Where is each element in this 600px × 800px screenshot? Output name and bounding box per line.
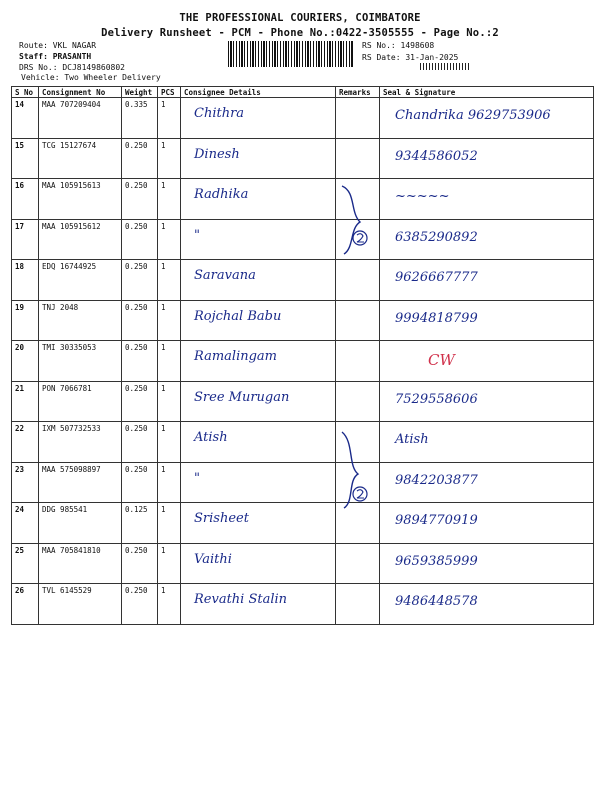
row-consignment-cell (39, 260, 122, 301)
row-consignee: Radhika (194, 187, 249, 202)
row-pcs: 1 (161, 140, 166, 150)
col-remarks: Remarks (336, 87, 380, 98)
row-seal-cell (380, 422, 594, 463)
row-weight: 0.250 (125, 302, 148, 312)
row-weight: 0.125 (125, 505, 148, 514)
row-weight: 0.250 (125, 424, 148, 433)
row-seal-cell (380, 543, 594, 584)
row-pcs-cell (158, 179, 181, 220)
table-row (12, 462, 594, 503)
row-consignee: Chithra (194, 106, 245, 121)
row-consignment-cell (39, 300, 122, 341)
row-pcs-cell (158, 98, 181, 139)
row-remarks-cell (336, 341, 380, 382)
row-pcs-cell (158, 543, 181, 584)
row-consignment: MAA 575098897 (42, 464, 101, 474)
row-consignee-cell (181, 381, 336, 422)
row-remarks-cell (336, 260, 380, 301)
row-seal-cell (380, 179, 594, 220)
row-seal: 9626667777 (395, 270, 478, 285)
col-consignment: Consignment No (39, 87, 122, 98)
row-consignment-cell (39, 422, 122, 463)
row-weight-cell (122, 462, 158, 503)
row-consignment: MAA 105915612 (42, 221, 101, 231)
row-sno-cell (12, 219, 39, 260)
row-pcs: 1 (161, 100, 166, 109)
row-weight-cell (122, 98, 158, 139)
row-seal: 9659385999 (395, 553, 478, 569)
runsheet-subtitle: Delivery Runsheet - PCM - Phone No.:0422-3505555 - Page No.:2 (101, 27, 499, 39)
row-sno: 19 (15, 302, 25, 312)
row-consignment: TCG 15127674 (42, 140, 97, 150)
row-seal: Atish (395, 432, 429, 447)
row-consignment: TVL 6145529 (42, 586, 92, 595)
row-seal: 9486448578 (395, 594, 478, 609)
row-remarks-cell (336, 98, 380, 139)
row-seal-cell (380, 260, 594, 301)
row-consignee-cell (181, 98, 336, 139)
row-consignee: Ramalingam (194, 349, 278, 364)
row-consignee-cell (181, 219, 336, 260)
row-consignment: MAA 705841810 (42, 545, 101, 555)
row-pcs: 1 (161, 464, 166, 474)
row-pcs: 1 (161, 181, 166, 190)
remarks-brace-22-23 (338, 428, 372, 510)
row-consignee: " (194, 470, 200, 486)
row-weight-cell (122, 179, 158, 220)
row-consignment: MAA 707209404 (42, 100, 101, 109)
row-sno: 20 (15, 343, 25, 352)
row-sno-cell (12, 422, 39, 463)
row-consignment: DDG 985541 (42, 505, 88, 514)
table-row (12, 341, 594, 382)
col-sno: S No (12, 87, 39, 98)
row-consignee: Saravana (194, 268, 256, 283)
row-sno-cell (12, 138, 39, 179)
table-row (12, 138, 594, 179)
table-row (12, 381, 594, 422)
col-pcs: PCS (158, 87, 181, 98)
row-consignee-cell (181, 584, 336, 625)
row-sno-cell (12, 341, 39, 382)
row-consignee-cell (181, 260, 336, 301)
col-details: Consignee Details (181, 87, 336, 98)
row-seal: 7529558606 (395, 391, 478, 407)
row-consignee: Rojchal Babu (194, 308, 282, 324)
row-sno: 24 (15, 505, 25, 514)
row-remarks-cell (336, 381, 380, 422)
route-label: Route: VKL NAGAR (19, 41, 97, 50)
row-consignee: Dinesh (194, 146, 240, 162)
row-weight: 0.250 (125, 586, 148, 595)
row-weight: 0.250 (125, 383, 148, 393)
row-sno: 14 (15, 100, 25, 109)
row-pcs: 1 (161, 383, 166, 393)
row-consignment: TNJ 2048 (42, 302, 79, 312)
row-pcs-cell (158, 341, 181, 382)
row-seal-cell (380, 138, 594, 179)
row-seal-cell (380, 341, 594, 382)
row-weight: 0.250 (125, 343, 148, 352)
row-sno: 15 (15, 140, 25, 150)
row-pcs-cell (158, 260, 181, 301)
col-seal: Seal & Signature (380, 87, 594, 98)
small-barcode-graphic (420, 63, 470, 70)
table-row (12, 503, 594, 544)
table-row (12, 260, 594, 301)
row-consignment-cell (39, 584, 122, 625)
row-consignment-cell (39, 219, 122, 260)
row-seal: 9842203877 (395, 472, 478, 488)
row-remarks-cell (336, 138, 380, 179)
row-consignment-cell (39, 138, 122, 179)
row-consignee: Sree Murugan (194, 389, 290, 405)
row-sno-cell (12, 179, 39, 220)
row-pcs: 1 (161, 545, 166, 555)
row-sno: 18 (15, 262, 25, 271)
row-consignee: Vaithi (194, 551, 232, 567)
row-sno: 16 (15, 181, 25, 190)
table-row (12, 98, 594, 139)
row-pcs-cell (158, 138, 181, 179)
runsheet-table (11, 86, 594, 625)
row-weight-cell (122, 422, 158, 463)
row-weight-cell (122, 341, 158, 382)
row-pcs-cell (158, 584, 181, 625)
row-weight-cell (122, 300, 158, 341)
table-row (12, 179, 594, 220)
col-weight: Weight (122, 87, 158, 98)
row-seal-cell (380, 462, 594, 503)
row-consignee: " (194, 227, 200, 243)
row-seal: 9894770919 (395, 513, 478, 528)
row-remarks-cell (336, 584, 380, 625)
row-consignee-cell (181, 300, 336, 341)
row-weight-cell (122, 138, 158, 179)
row-seal-cell (380, 219, 594, 260)
row-seal-cell (380, 300, 594, 341)
row-sno-cell (12, 503, 39, 544)
row-sno-cell (12, 584, 39, 625)
row-consignment: IXM 507732533 (42, 424, 101, 433)
row-consignee-cell (181, 543, 336, 584)
row-seal: 9994818799 (395, 310, 478, 326)
row-pcs-cell (158, 422, 181, 463)
company-title: THE PROFESSIONAL COURIERS, COIMBATORE (179, 12, 421, 24)
row-seal: 6385290892 (395, 229, 478, 245)
row-sno: 21 (15, 383, 25, 393)
table-row (12, 584, 594, 625)
row-sno-cell (12, 300, 39, 341)
row-pcs: 1 (161, 262, 166, 271)
row-consignment-cell (39, 381, 122, 422)
row-sno: 23 (15, 464, 25, 474)
drs-number: DRS No.: DCJ8149860802 (19, 63, 125, 72)
row-pcs-cell (158, 300, 181, 341)
row-sno-cell (12, 462, 39, 503)
row-consignment: PON 7066781 (42, 383, 92, 393)
row-pcs: 1 (161, 586, 166, 595)
row-pcs-cell (158, 503, 181, 544)
row-weight: 0.250 (125, 140, 148, 150)
row-consignee: Srisheet (194, 511, 249, 526)
row-pcs: 1 (161, 302, 166, 312)
row-weight-cell (122, 584, 158, 625)
row-seal: ~~~~~ (395, 189, 450, 204)
row-pcs: 1 (161, 505, 166, 514)
row-sno: 17 (15, 221, 25, 231)
row-consignee: Revathi Stalin (194, 592, 288, 607)
row-weight-cell (122, 381, 158, 422)
row-sno: 26 (15, 586, 25, 595)
row-pcs-cell (158, 381, 181, 422)
vehicle-label: Vehicle: Two Wheeler Delivery (21, 73, 161, 82)
row-weight: 0.250 (125, 262, 148, 271)
row-consignee-cell (181, 462, 336, 503)
row-consignee-cell (181, 179, 336, 220)
row-consignment-cell (39, 98, 122, 139)
row-seal: 9344586052 (395, 148, 478, 164)
row-remarks-cell (336, 300, 380, 341)
row-consignee-cell (181, 422, 336, 463)
row-consignment-cell (39, 341, 122, 382)
table-row (12, 543, 594, 584)
row-seal: Chandrika 9629753906 (395, 108, 551, 123)
row-weight: 0.250 (125, 181, 148, 190)
row-consignment: MAA 105915613 (42, 181, 101, 190)
row-pcs: 1 (161, 343, 166, 352)
row-seal-cell (380, 381, 594, 422)
row-seal-cell (380, 98, 594, 139)
row-seal-cell (380, 503, 594, 544)
row-weight-cell (122, 260, 158, 301)
row-sno-cell (12, 260, 39, 301)
row-weight: 0.250 (125, 545, 148, 555)
row-consignment: TMI 30335053 (42, 343, 97, 352)
row-consignment-cell (39, 543, 122, 584)
row-sno-cell (12, 98, 39, 139)
row-seal-cell (380, 584, 594, 625)
row-consignment-cell (39, 503, 122, 544)
row-sno: 22 (15, 424, 25, 433)
row-consignment-cell (39, 462, 122, 503)
remarks-brace-16-17 (338, 182, 372, 256)
row-remarks-cell (336, 543, 380, 584)
row-weight-cell (122, 503, 158, 544)
row-weight-cell (122, 543, 158, 584)
row-consignee-cell (181, 341, 336, 382)
rs-date: RS Date: 31-Jan-2025 (362, 53, 459, 62)
row-sno-cell (12, 543, 39, 584)
table-header-row (12, 87, 594, 98)
row-weight: 0.250 (125, 221, 148, 231)
row-consignment-cell (39, 179, 122, 220)
row-seal: CW (428, 351, 455, 369)
row-weight-cell (122, 219, 158, 260)
row-pcs: 1 (161, 424, 166, 433)
row-pcs: 1 (161, 221, 166, 231)
row-consignee-cell (181, 138, 336, 179)
staff-label: Staff: PRASANTH (19, 52, 92, 61)
table-row (12, 422, 594, 463)
rs-number: RS No.: 1498608 (362, 41, 435, 50)
barcode-graphic (228, 41, 354, 67)
row-consignee-cell (181, 503, 336, 544)
table-row (12, 219, 594, 260)
row-weight: 0.335 (125, 100, 148, 109)
row-weight: 0.250 (125, 464, 148, 474)
row-sno: 25 (15, 545, 25, 555)
row-pcs-cell (158, 219, 181, 260)
row-consignee: Atish (194, 430, 228, 445)
row-consignment: EDQ 16744925 (42, 262, 97, 271)
row-pcs-cell (158, 462, 181, 503)
table-row (12, 300, 594, 341)
row-sno-cell (12, 381, 39, 422)
